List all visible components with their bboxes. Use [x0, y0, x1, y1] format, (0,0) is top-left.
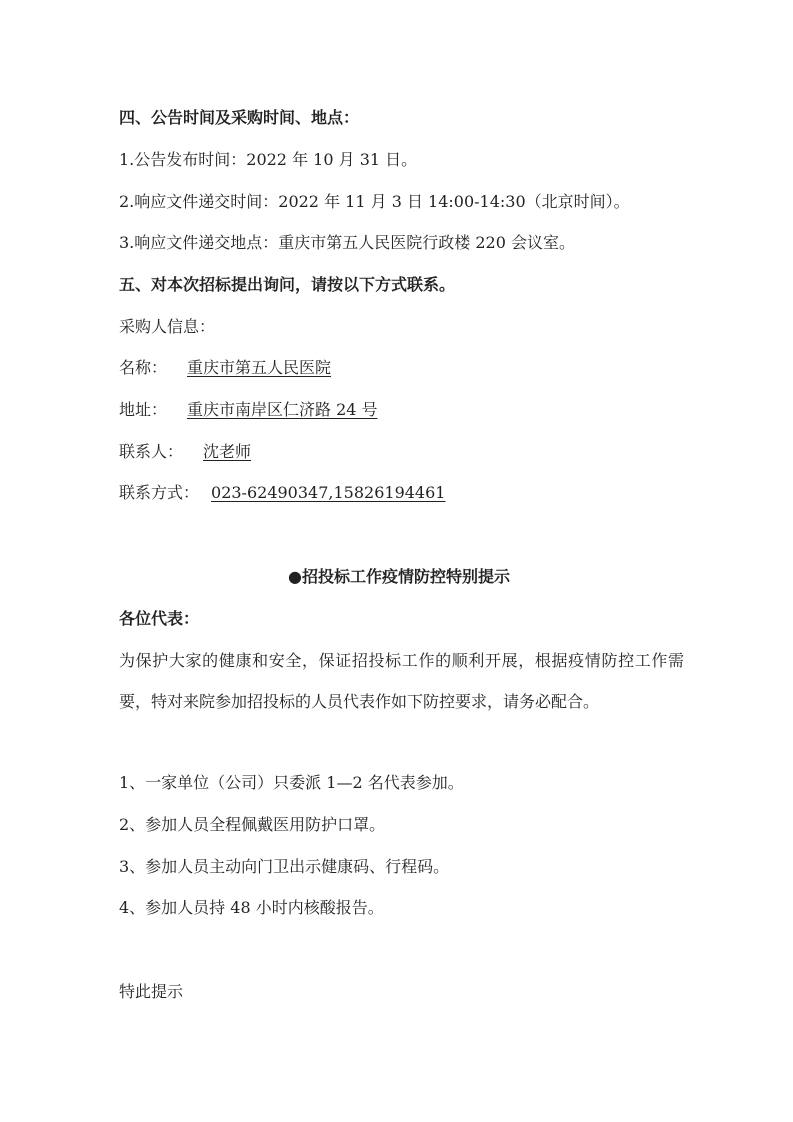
- submission-location-item: 3.响应文件递交地点：重庆市第五人民医院行政楼 220 会议室。: [119, 233, 575, 252]
- name-label: 名称：: [119, 358, 168, 377]
- address-value: 重庆市南岸区仁济路 24 号: [187, 400, 378, 419]
- purchaser-name-row: [119, 358, 331, 378]
- name-value: 重庆市第五人民医院: [187, 358, 332, 377]
- contact-value: 沈老师: [203, 442, 252, 461]
- notice-closing: 特此提示: [119, 982, 184, 1001]
- address-label: 地址：: [119, 400, 168, 419]
- section4-heading: 四、公告时间及采购时间、地点：: [119, 108, 360, 127]
- notice-intro: 为保护大家的健康和安全，保证招投标工作的顺利开展，根据疫情防控工作需要，特对来院参加招投标的人员代表作如下防控要求，请务必配合。: [119, 651, 684, 711]
- purchaser-phone-row: [119, 483, 445, 503]
- notice-item-3: 3、参加人员主动向门卫出示健康码、行程码。: [119, 857, 450, 876]
- purchaser-contact-row: [119, 442, 251, 462]
- notice-greeting: 各位代表：: [119, 609, 200, 628]
- notice-item-1: 1、一家单位（公司）只委派 1—2 名代表参加。: [119, 773, 464, 792]
- section5-heading: 五、对本次招标提出询问，请按以下方式联系。: [119, 275, 456, 294]
- notice-item-2: 2、参加人员全程佩戴医用防护口罩。: [119, 815, 386, 834]
- purchaser-address-row: [119, 400, 378, 420]
- notice-item-4: 4、参加人员持 48 小时内核酸报告。: [119, 898, 384, 917]
- submission-time-item: 2.响应文件递交时间：2022 年 11 月 3 日 14:00-14:30（北京时间）。: [119, 192, 630, 211]
- purchaser-title: 采购人信息：: [119, 317, 216, 336]
- phone-label: 联系方式：: [119, 483, 200, 502]
- contact-label: 联系人：: [119, 442, 184, 461]
- phone-value: 023-62490347,15826194461: [211, 483, 446, 502]
- notice-title: ●招投标工作疫情防控特别提示: [288, 567, 510, 586]
- announce-time-item: 1.公告发布时间：2022 年 10 月 31 日。: [119, 150, 418, 169]
